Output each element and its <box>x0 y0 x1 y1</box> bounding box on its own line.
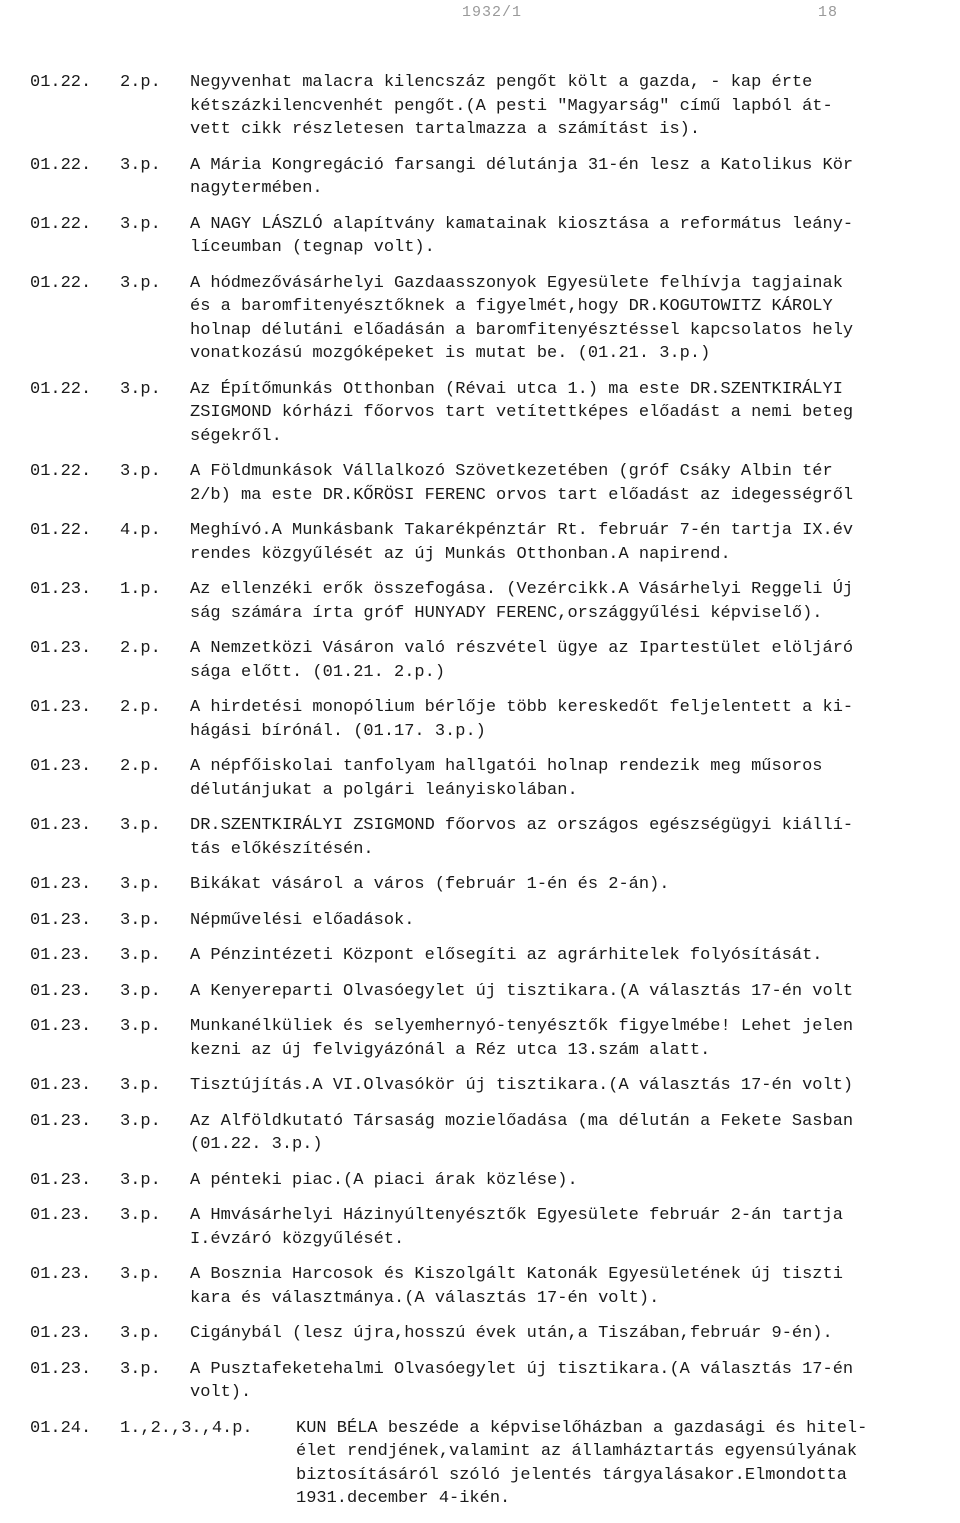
entry-text <box>190 1204 960 1251</box>
header-page-number: 18 <box>818 4 839 21</box>
entry-line: volt). <box>190 1383 252 1402</box>
entry-date: 01.22. <box>30 73 92 92</box>
entry-line: kezni az új felvigyázónál a Réz utca 13.szám alatt. <box>190 1040 711 1060</box>
entry-text <box>190 460 960 507</box>
entry-line: ségekről. <box>190 426 282 446</box>
list-item <box>0 1110 960 1157</box>
entry-text <box>190 814 960 861</box>
entry-text <box>190 272 960 366</box>
entry-page: 3.p. <box>120 379 161 399</box>
entry-text <box>190 755 960 802</box>
entry-text <box>190 1322 960 1346</box>
list-item <box>0 696 960 743</box>
entry-date: 01.23. <box>30 580 92 599</box>
entry-line: Cigánybál (lesz újra,hosszú évek után,a Tiszában,február 9-én). <box>190 1324 833 1343</box>
entry-line: vonatkozású mozgóképeket is mutat be. (01.21. 3.p.) <box>190 344 711 363</box>
entry-page: 1.p. <box>120 580 161 599</box>
entry-line: élet rendjének,valamint az államháztartás egyensúlyának <box>296 1442 858 1461</box>
entry-page: 3.p. <box>120 1111 161 1131</box>
entry-line: 1931.december 4-ikén. <box>296 1489 511 1508</box>
entry-line: ZSIGMOND kórházi főorvos tart vetítettképes előadást a nemi beteg <box>190 403 854 422</box>
entry-date: 01.23. <box>30 698 92 717</box>
entry-text <box>190 1074 960 1098</box>
entry-date: 01.23. <box>30 981 92 1001</box>
entry-line: A Kenyereparti Olvasóegylet új tisztikara.(A választás 17-én volt <box>190 981 854 1001</box>
entry-line: (01.22. 3.p.) <box>190 1135 323 1154</box>
entry-line: DR.SZENTKIRÁLYI ZSIGMOND főorvos az országos egészségügyi kiállí- <box>190 816 854 835</box>
entry-list <box>0 71 960 1523</box>
list-item <box>0 1322 960 1346</box>
entry-date: 01.23. <box>30 1206 92 1225</box>
entry-date: 01.23. <box>30 1017 92 1036</box>
entry-line: holnap délutáni előadásán a baromfitenyésztéssel kapcsolatos hely <box>190 320 854 340</box>
entry-date: 01.22. <box>30 214 92 234</box>
entry-text <box>190 578 960 625</box>
entry-line: Tisztújítás.A VI.Olvasókör új tisztikara.(A választás 17-én volt) <box>190 1076 854 1095</box>
list-item <box>0 519 960 566</box>
entry-line: és a baromfitenyésztőknek a figyelmét,hogy DR.KOGUTOWITZ KÁROLY <box>190 297 833 316</box>
entry-date: 01.23. <box>30 1265 92 1284</box>
list-item <box>0 1417 960 1511</box>
entry-line: vett cikk részletesen tartalmazza a számítást is). <box>190 120 701 139</box>
list-item <box>0 755 960 802</box>
list-item <box>0 213 960 260</box>
entry-line: Meghívó.A Munkásbank Takarékpénztár Rt. február 7-én tartja IX.év <box>190 521 854 540</box>
list-item <box>0 944 960 968</box>
entry-text <box>190 1169 960 1193</box>
list-item <box>0 1263 960 1310</box>
entry-date: 01.23. <box>30 1359 92 1379</box>
list-item <box>0 578 960 625</box>
entry-date: 01.23. <box>30 757 92 776</box>
entry-line: tás előkészítésén. <box>190 839 374 859</box>
entry-text <box>190 1263 960 1310</box>
entry-text <box>190 909 960 933</box>
entry-text <box>190 944 960 968</box>
entry-date: 01.23. <box>30 910 92 930</box>
list-item <box>0 814 960 861</box>
entry-date: 01.23. <box>30 816 92 835</box>
entry-text <box>190 1358 960 1405</box>
entry-text <box>190 519 960 566</box>
entry-text <box>190 637 960 684</box>
list-item <box>0 980 960 1004</box>
entry-date: 01.22. <box>30 379 92 399</box>
entry-text <box>190 71 960 142</box>
list-item <box>0 873 960 897</box>
entry-text <box>190 1015 960 1062</box>
entry-line: A pénteki piac.(A piaci árak közlése). <box>190 1170 578 1190</box>
list-item <box>0 1204 960 1251</box>
entry-page: 3.p. <box>120 273 161 293</box>
entry-page: 3.p. <box>120 462 161 481</box>
page-header <box>0 4 960 28</box>
entry-page: 2.p. <box>120 757 161 776</box>
entry-line: biztosításáról szóló jelentés tárgyalásakor.Elmondotta <box>296 1465 847 1485</box>
entry-page: 3.p. <box>120 1017 161 1036</box>
entry-line: hágási bírónál. (01.17. 3.p.) <box>190 721 486 741</box>
entry-line: A Földmunkások Vállalkozó Szövetkezetében (gróf Csáky Albin tér <box>190 462 833 481</box>
entry-text <box>190 980 960 1004</box>
entry-line: Negyvenhat malacra kilencszáz pengőt költ a gazda, - kap érte <box>190 73 813 92</box>
entry-page: 4.p. <box>120 521 161 540</box>
list-item <box>0 378 960 449</box>
list-item <box>0 1015 960 1062</box>
entry-line: délutánjukat a polgári leányiskolában. <box>190 780 578 800</box>
entry-date: 01.23. <box>30 1170 92 1190</box>
entry-line: ság számára írta gróf HUNYADY FERENC,országgyűlési képviselő). <box>190 603 823 623</box>
entry-date: 01.22. <box>30 462 92 481</box>
entry-line: Munkanélküliek és selyemhernyó-tenyésztők figyelmébe! Lehet jelen <box>190 1017 854 1036</box>
entry-line: Bikákat vásárol a város (február 1-én és 2-án). <box>190 875 670 894</box>
entry-line: A Nemzetközi Vásáron való részvétel ügye az Ipartestület elöljáró <box>190 639 854 658</box>
entry-line: KUN BÉLA beszéde a képviselőházban a gazdasági és hitel- <box>296 1418 868 1438</box>
header-reference: 1932/1 <box>462 4 523 21</box>
entry-date: 01.23. <box>30 1076 92 1095</box>
entry-page: 3.p. <box>120 816 161 835</box>
entry-line: A Bosznia Harcosok és Kiszolgált Katonák Egyesületének új tiszti <box>190 1265 843 1284</box>
entry-page: 3.p. <box>120 214 161 234</box>
entry-page: 3.p. <box>120 1076 161 1095</box>
list-item <box>0 909 960 933</box>
entry-line: A Pénzintézeti Központ elősegíti az agrárhitelek folyósítását. <box>190 946 823 965</box>
entry-date: 01.22. <box>30 273 92 293</box>
entry-line: A népfőiskolai tanfolyam hallgatói holnap rendezik meg műsoros <box>190 757 823 776</box>
entry-date: 01.24. <box>30 1418 92 1438</box>
list-item <box>0 460 960 507</box>
entry-page: 3.p. <box>120 155 161 175</box>
entry-page: 3.p. <box>120 910 161 930</box>
entry-date: 01.22. <box>30 155 92 175</box>
entry-line: líceumban (tegnap volt). <box>190 238 435 257</box>
entry-text <box>190 154 960 201</box>
entry-page: 1.,2.,3.,4.p. <box>120 1418 253 1438</box>
entry-date: 01.22. <box>30 521 92 540</box>
entry-date: 01.23. <box>30 875 92 894</box>
entry-text <box>190 378 960 449</box>
list-item <box>0 1074 960 1098</box>
entry-line: I.évzáró közgyűlését. <box>190 1229 405 1249</box>
entry-line: kétszázkilencvenhét pengőt.(A pesti "Magyarság" című lapból át- <box>190 96 833 116</box>
list-item <box>0 1169 960 1193</box>
entry-page: 2.p. <box>120 73 161 92</box>
entry-line: Az ellenzéki erők összefogása. (Vezércikk.A Vásárhelyi Reggeli Új <box>190 580 854 599</box>
entry-line: A Pusztafeketehalmi Olvasóegylet új tisztikara.(A választás 17-én <box>190 1359 854 1379</box>
entry-text <box>190 1110 960 1157</box>
entry-page: 3.p. <box>120 1324 161 1343</box>
entry-page: 3.p. <box>120 875 161 894</box>
entry-text <box>296 1417 960 1511</box>
list-item <box>0 154 960 201</box>
entry-line: A hirdetési monopólium bérlője több kereskedőt feljelentett a ki- <box>190 698 854 717</box>
entry-page: 3.p. <box>120 1265 161 1284</box>
entry-line: Az Építőmunkás Otthonban (Révai utca 1.) ma este DR.SZENTKIRÁLYI <box>190 379 843 399</box>
entry-line: rendes közgyűlését az új Munkás Otthonban.A napirend. <box>190 544 731 564</box>
entry-page: 3.p. <box>120 946 161 965</box>
list-item <box>0 71 960 142</box>
list-item <box>0 1358 960 1405</box>
entry-date: 01.23. <box>30 639 92 658</box>
entry-line: kara és választmánya.(A választás 17-én volt). <box>190 1288 660 1308</box>
entry-line: nagytermében. <box>190 179 323 198</box>
entry-line: A NAGY LÁSZLÓ alapítvány kamatainak kiosztása a református leány- <box>190 214 854 234</box>
entry-line: sága előtt. (01.21. 2.p.) <box>190 662 446 682</box>
entry-line: 2/b) ma este DR.KŐRÖSI FERENC orvos tart előadást az idegességről <box>190 485 854 505</box>
entry-page: 3.p. <box>120 1206 161 1225</box>
entry-line: Népművelési előadások. <box>190 910 415 930</box>
entry-page: 3.p. <box>120 1359 161 1379</box>
entry-line: A hódmezővásárhelyi Gazdaasszonyok Egyesülete felhívja tagjainak <box>190 273 843 293</box>
entry-date: 01.23. <box>30 1111 92 1131</box>
list-item <box>0 272 960 366</box>
entry-text <box>190 213 960 260</box>
entry-line: Az Alföldkutató Társaság mozielőadása (ma délután a Fekete Sasban <box>190 1111 854 1131</box>
entry-text <box>190 873 960 897</box>
entry-line: A Mária Kongregáció farsangi délutánja 31-én lesz a Katolikus Kör <box>190 155 854 175</box>
entry-page: 2.p. <box>120 639 161 658</box>
entry-text <box>190 696 960 743</box>
entry-page: 3.p. <box>120 1170 161 1190</box>
entry-page: 2.p. <box>120 698 161 717</box>
entry-date: 01.23. <box>30 946 92 965</box>
entry-line: A Hmvásárhelyi Házinyúltenyésztők Egyesülete február 2-án tartja <box>190 1206 843 1225</box>
entry-date: 01.23. <box>30 1324 92 1343</box>
entry-page: 3.p. <box>120 981 161 1001</box>
list-item <box>0 637 960 684</box>
